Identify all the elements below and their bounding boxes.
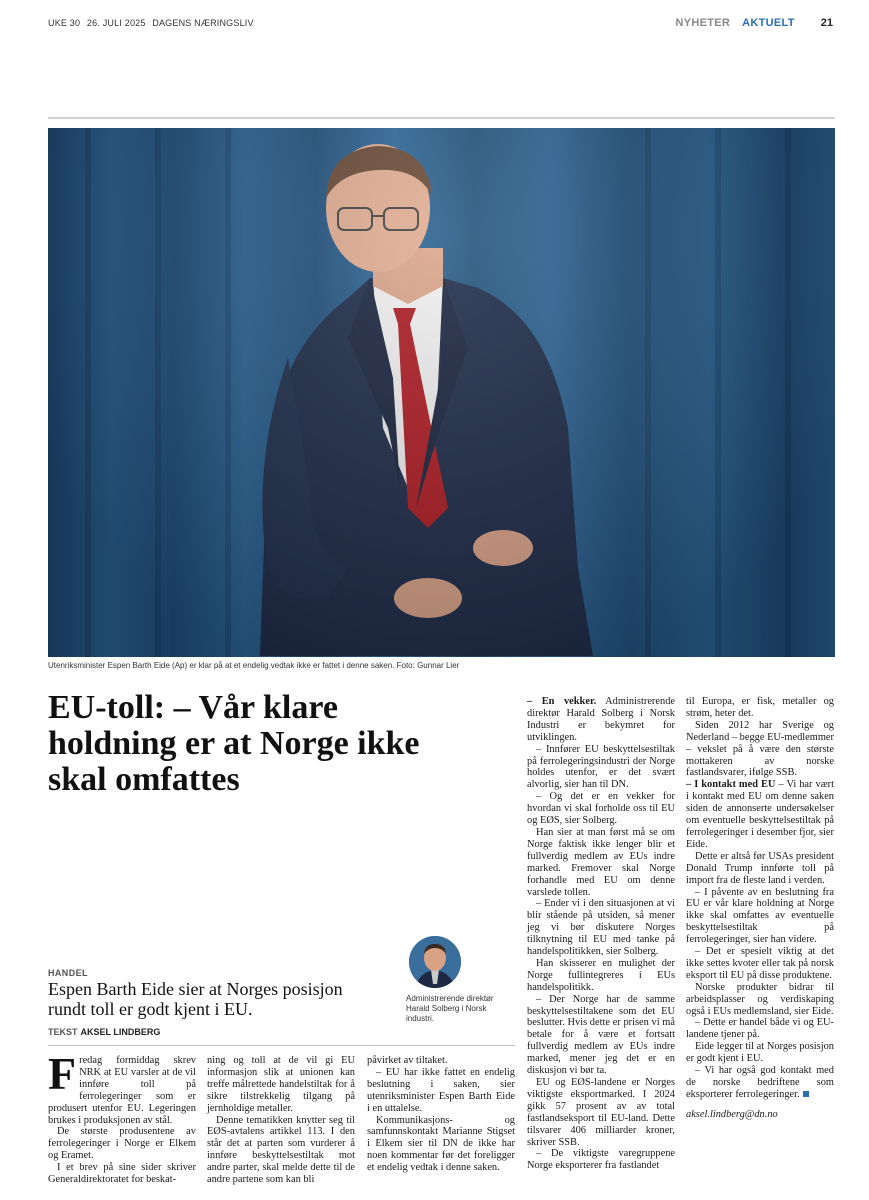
lead-photo [48,128,835,657]
paragraph: – Det er spesielt viktig at det ikke settes kvoter eller tak på norsk eksport til EU på disse produktene. [686,946,834,981]
paragraph: – Der Norge har de samme beskyttelsestiltakene som det EU beslutter. Hvis dette er prisen vi må betale for å være et fortsatt fullverdig medlem av EUs indre marked, mener jeg det er en diskusjon vi bør ta. [527,993,675,1077]
paragraph: – Ender vi i den situasjonen at vi blir stående på utsiden, så mener jeg vi bør diskutere Norges tilknytning til EU med tanke på handelspolitikken, sier Solberg. [527,898,675,958]
dropcap: F [48,1048,77,1099]
paragraph: Denne tematikken knytter seg til EØS-avtalens artikkel 113. I den står det at parten som vurderer å innføre beskyttelsestiltak mot andre parter, skal melde dette til de andre partene som kan bli [207,1114,355,1186]
article-headline: EU-toll: – Vår klare holdning er at Norge ikke skal omfattes [48,689,420,798]
byline-author: AKSEL LINDBERG [80,1027,161,1037]
publication-name: DAGENS NÆRINGSLIV [152,18,254,28]
paragraph: – Innfører EU beskyttelsestiltak på ferrolegeringsindustri der Norge holdes utenfor, er det svært alvorlig, sier han til DN. [527,743,675,791]
paragraph: påvirket av tiltaket. [367,1055,448,1066]
paragraph: – EU har ikke fattet en endelig beslutning i saken, sier utenriksminister Espen Barth Eide i en uttalelse. [367,1066,515,1114]
paragraph [686,779,834,850]
body-column-5 [686,696,834,1121]
masthead-right [675,17,833,29]
paragraph [527,696,675,744]
article-kicker: HANDEL [48,968,88,978]
paragraph: – I påvente av en beslutning fra EU er vår klare holdning at Norge ikke skal omfattes av eventuelle beskyttelsestiltak på ferrolegeringer, sier han videre. [686,886,834,946]
paragraph: Han skisserer en mulighet der Norge fullintegreres i EUs handelspolitikk. [527,957,675,993]
paragraph: – Og det er en vekker for hvordan vi skal forholde oss til EU og EØS, sier Solberg. [527,791,675,827]
paragraph: Norske produkter bidrar til arbeidsplasser og verdiskaping også i EUs medlemsland, sier Eide. [686,981,834,1017]
masthead-left [48,18,258,28]
body-column-2 [207,1055,355,1186]
header-divider [48,117,835,119]
section-secondary[interactable]: AKTUELT [742,17,795,29]
paragraph: Kommunikasjons- og samfunnskontakt Marianne Stigset i Elkem sier til DN de ikke har noen kommentar før det foreligger et endelig vedtak i denne saken. [367,1114,515,1174]
paragraph: ning og toll at de vil gi EU informasjon slik at unionen kan treffe målrettede handelstiltak for å sikre tilstrekkelig tilgang på jernholdige metaller. [207,1055,355,1114]
inset-caption: Administrerende direktør Harald Solberg i Norsk industri. [406,994,494,1023]
date-label: 26. JULI 2025 [86,18,146,28]
body-column-1 [48,1048,196,1186]
paragraph [48,1048,196,1126]
paragraph: til Europa, er fisk, metaller og strøm, heter det. [686,696,834,719]
body-column-3 [367,1055,515,1174]
paragraph: Han sier at man først må se om Norge faktisk ikke lenger blir et fullverdig medlem av EUs indre marked. Fremover skal Norge forhandle med EU om denne varslede tollen. [527,826,675,898]
end-mark-icon [803,1091,809,1097]
paragraph: – De viktigste varegruppene Norge eksporterer fra fastlandet [527,1148,675,1172]
section-primary[interactable]: NYHETER [675,17,731,29]
paragraph-text: – Vi har også god kontakt med de norske bedriftene som eksporterer ferrolegeringer. [686,1065,834,1100]
byline-divider [48,1045,515,1046]
signature-email[interactable]: aksel.lindberg@dn.no [686,1108,778,1120]
paragraph: Siden 2012 har Sverige og Nederland – begge EU-medlemmer – vekslet på å være den største mottakeren av norske fastlandsvarer, ifølge SSB. [686,719,835,779]
page-number: 21 [820,17,833,29]
portrait-illustration [409,936,461,988]
subhead: – En vekker. [527,696,597,707]
photo-shading [48,128,835,657]
subhead: – I kontakt med EU [686,779,776,791]
paragraph [686,1065,834,1101]
paragraph-text: – Vi har vært i kontakt med EU om denne saken siden de annonserte undersøkelser om eventuelle beskyttelsestiltak på ferrolegeringer i desember fjor, sier Eide. [686,779,834,850]
paragraph-text: Administrerende direktør Harald Solberg i Norsk Industri er bekymret for utviklingen. [527,696,675,743]
paragraph: – Dette er handel både vi og EU-landene tjener på. [686,1017,834,1041]
paragraph: Dette er altså før USAs president Donald Trump innførte toll på import fra de fleste land i verden. [686,850,834,886]
paragraph: EU og EØS-landene er Norges viktigste eksportmarked. I 2024 gikk 57 prosent av av total fastlandseksport til EU-land. Dette tilsvarer 406 milliarder kroner, skriver SSB. [527,1077,675,1148]
week-label: UKE 30 [48,18,81,28]
paragraph: De største produsentene av ferrolegeringer i Norge er Elkem og Eramet. [48,1126,196,1162]
body-column-4 [527,696,675,1172]
byline [48,1027,160,1037]
byline-label: TEKST [48,1027,78,1037]
paragraph-text: redag formiddag skrev NRK at EU varsler at de vil innføre toll på ferrolegeringer som er produsert utenfor EU. Legeringen brukes i produksjonen av stål. [48,1055,196,1126]
photo-caption: Utenriksminister Espen Barth Eide (Ap) er klar på at et endelig vedtak ikke er fattet i denne saken. Foto: Gunnar Lier [48,661,460,670]
paragraph: I et brev på sine sider skriver Generaldirektoratet for beskat- [48,1162,196,1186]
paragraph: Eide legger til at Norges posisjon er godt kjent i EU. [686,1041,834,1065]
avatar [409,936,461,988]
article-lead: Espen Barth Eide sier at Norges posisjon rundt toll er godt kjent i EU. [48,979,343,1019]
